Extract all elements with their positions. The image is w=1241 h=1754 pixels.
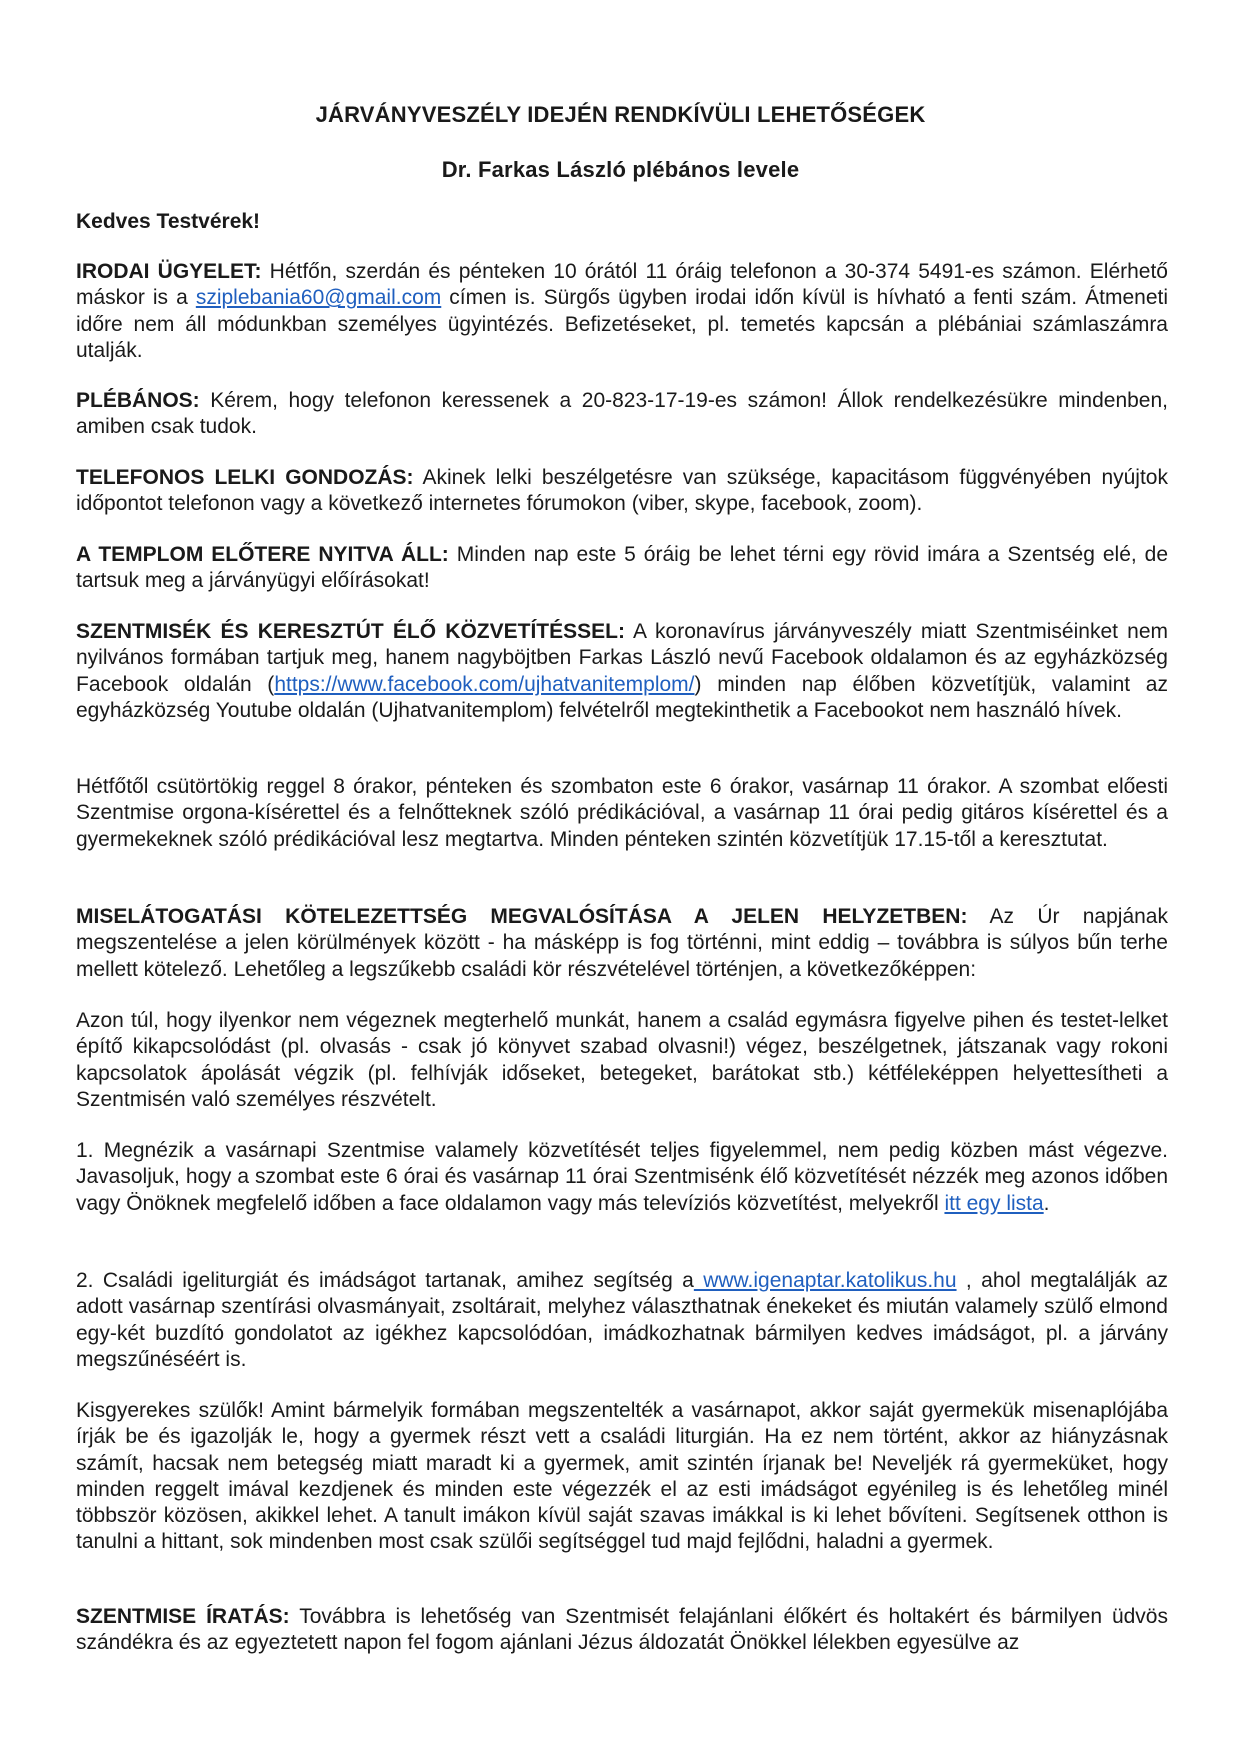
paragraph-label: IRODAI ÜGYELET: xyxy=(76,260,262,283)
igenaptar-link[interactable]: www.igenaptar.katolikus.hu xyxy=(693,1269,957,1292)
paragraph-label: MISELÁTOGATÁSI KÖTELEZETTSÉG MEGVALÓSÍTÁSA A JELEN HELYZETBEN: xyxy=(76,905,968,928)
paragraph-parents: Kisgyerekes szülők! Amint bármelyik formában megszentelték a vasárnapot, akkor saját gyermekük misenaplójába írják be és igazolják le, hogy a gyermek részt vett a családi liturgián. Ha ez nem történt, akkor az hiányzásnak számít, hacsak nem betegség miatt maradt ki a gyermek, amit szintén írjanak be! Neveljék rá gyermeküket, hogy minden reggelt imával kezdjenek és minden este végezzék el az esti imádságot egyénileg is és lehetőleg minél többször közösen, akikkel lehet. A tanult imákon kívül saját szavas imákkal is ki lehet bővíteni. Segítsenek otthon is tanulni a hittant, sok mindenben most csak szülői segítséggel tud majd fejlődni, haladni a gyermek. xyxy=(76,1399,1168,1554)
page-subtitle: Dr. Farkas László plébános levele xyxy=(441,157,800,182)
paragraph-mass-obligation: MISELÁTOGATÁSI KÖTELEZETTSÉG MEGVALÓSÍTÁSA A JELEN HELYZETBEN: Az Úr napjának megszentelése a jelen körülmények között - ha másképp is fog történni, mint eddig – továbbra is súlyos bűn terhe mellett kötelező. Lehetőleg a legszűkebb családi kör részvételével történjen, a következőképpen: xyxy=(76,905,1168,981)
paragraph-church-open: A TEMPLOM ELŐTERE NYITVA ÁLL: Minden nap este 5 óráig be lehet térni egy rövid imára a Szentség elé, de tartsuk meg a járványügyi előírásokat! xyxy=(76,543,1169,593)
paragraph-label: SZENTMISE ÍRATÁS: xyxy=(76,1605,290,1628)
paragraph-option-one: 1. Megnézik a vasárnapi Szentmise valamely közvetítését teljes figyelemmel, nem pedig közben mást végezve. Javasoljuk, hogy a szombat este 6 órai és vasárnap 11 órai Szentmisénk élő közvetítését nézzék meg azonos időben vagy Önöknek megfelelő időben a face oldalamon vagy más televíziós közvetítést, melyekről itt egy lista. xyxy=(76,1139,1168,1215)
paragraph-phone-pastoral-care: TELEFONOS LELKI GONDOZÁS: Akinek lelki beszélgetésre van szüksége, kapacitásom függvényében nyújtok időpontot telefonon vagy a következő internetes fórumokon (viber, skype, facebook, zoom). xyxy=(76,466,1168,516)
paragraph-office-hours: IRODAI ÜGYELET: Hétfőn, szerdán és pénteken 10 órától 11 óráig telefonon a 30-374 5491-es számon. Elérhető máskor is a sziplebania60@gmail.com címen is. Sürgős ügyben irodai időn kívül is hívható a fenti szám. Átmeneti időre nem áll módunkban személyes ügyintézés. Befizetéseket, pl. temetés kapcsán a plébániai számlaszámra utalják. xyxy=(76,260,1168,362)
broadcast-list-link[interactable]: itt egy lista xyxy=(944,1191,1044,1215)
page-title: JÁRVÁNYVESZÉLY IDEJÉN RENDKÍVÜLI LEHETŐSÉGEK xyxy=(315,102,926,127)
paragraph-mass-intentions: SZENTMISE ÍRATÁS: Továbbra is lehetőség van Szentmisét felajánlani élőkért és holtakért és bármilyen üdvös szándékra és az egyeztetett napon fel fogom ajánlani Jézus áldozatát Önökkel lélekben egyesülve az xyxy=(76,1605,1168,1655)
paragraph-mass-schedule: Hétfőtől csütörtökig reggel 8 órakor, pénteken és szombaton este 6 órakor, vasárnap 11 órakor. A szombat előesti Szentmise orgona-kísérettel és a felnőtteknek szóló prédikációval, a vasárnap 11 órai pedig gitáros kísérettel és a gyermekeknek szóló prédikációval lesz megtartva. Minden pénteken szintén közvetítjük 17.15-től a keresztutat. xyxy=(76,775,1168,851)
facebook-link[interactable]: https://www.facebook.com/ujhatvanitemplom/ xyxy=(274,672,695,696)
paragraph-live-broadcast: SZENTMISÉK ÉS KERESZTÚT ÉLŐ KÖZVETÍTÉSSEL: A koronavírus járványveszély miatt Szentmiséinket nem nyilvános formában tartjuk meg, hanem nagyböjtben Farkas László nevű Facebook oldalamon és az egyházközség Facebook oldalán (https://www.facebook.com/ujhatvanitemplom/) minden nap élőben közvetítjük, valamint az egyházközség Youtube oldalán (Ujhatvanitemplom) felvételről megtekinthetik a Facebookot nem használó hívek. xyxy=(76,620,1168,722)
paragraph-label: A TEMPLOM ELŐTERE NYITVA ÁLL: xyxy=(76,543,449,566)
paragraph-option-two: 2. Családi igeliturgiát és imádságot tartanak, amihez segítség a www.igenaptar.katolikus.hu , ahol megtalálják az adott vasárnap szentírási olvasmányait, zsoltárait, melyhez választhatnak énekeket és miután valamely szülő elmond egy-két buzdító gondolatot az igékhez kapcsolódóan, imádkozhatnak bármilyen kedves imádságot, pl. a járvány megszűnéséért is. xyxy=(76,1269,1168,1371)
greeting: Kedves Testvérek! xyxy=(76,210,261,233)
paragraph-label: TELEFONOS LELKI GONDOZÁS: xyxy=(76,466,414,489)
email-link[interactable]: sziplebania60@gmail.com xyxy=(195,286,442,310)
paragraph-substitution: Azon túl, hogy ilyenkor nem végeznek megterhelő munkát, hanem a család egymásra figyelve pihen és testet-lelket építő kikapcsolódást (pl. olvasás - csak jó könyvet szabad olvasni!) végez, beszélgetnek, játszanak vagy rokoni kapcsolatok ápolását végzik (pl. felhívják időseket, betegeket, barátokat stb.) kétféleképpen helyettesítheti a Szentmisén való személyes részvételt. xyxy=(76,1009,1168,1111)
paragraph-label: PLÉBÁNOS: xyxy=(76,389,200,412)
paragraph-parish-priest: PLÉBÁNOS: Kérem, hogy telefonon keressenek a 20-823-17-19-es számon! Állok rendelkezésükre mindenben, amiben csak tudok. xyxy=(76,389,1168,439)
paragraph-label: SZENTMISÉK ÉS KERESZTÚT ÉLŐ KÖZVETÍTÉSSEL: xyxy=(76,620,625,643)
